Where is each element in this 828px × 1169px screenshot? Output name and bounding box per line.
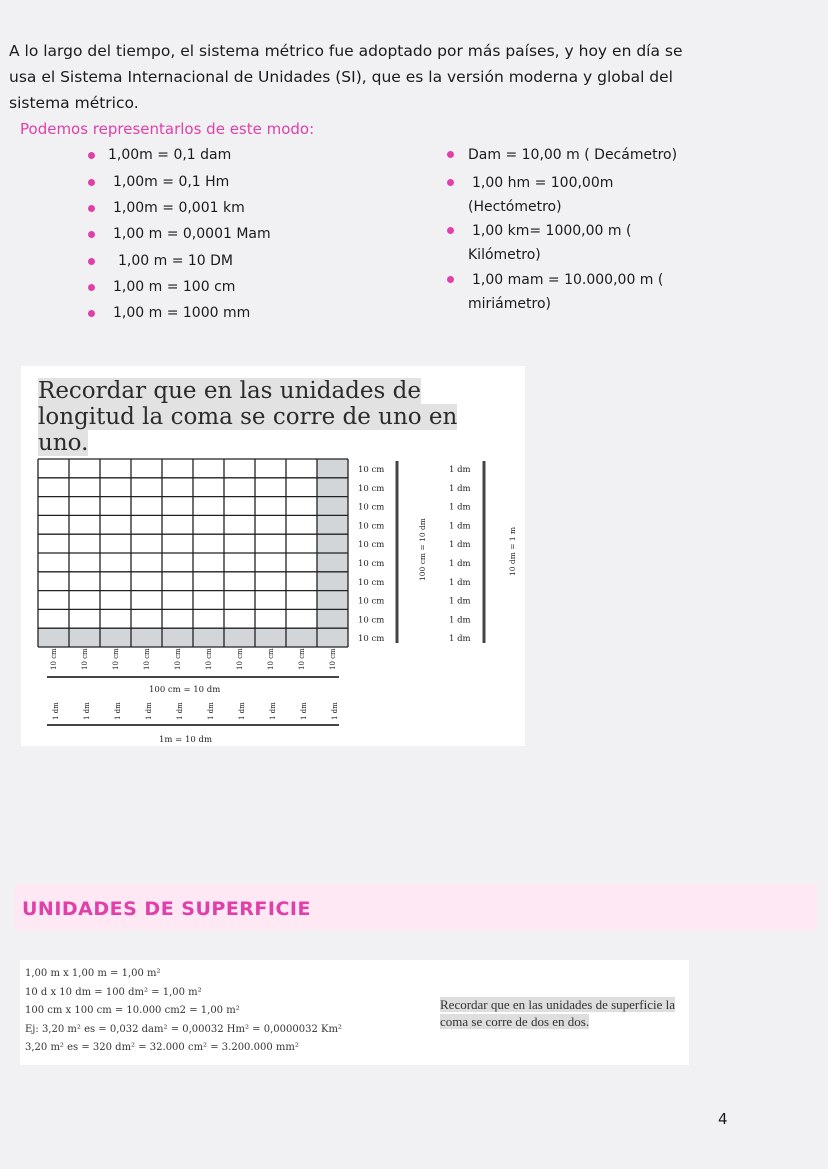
intro-paragraph — [9, 38, 809, 116]
column-dm-label: 1 dm — [331, 702, 339, 720]
right-list-item-line1: 1,00 km= 1000,00 m ( — [472, 223, 632, 239]
row-cm-label: 10 cm — [358, 634, 385, 645]
row-dm-label: 1 dm — [449, 615, 471, 626]
bullet-dot-icon — [88, 284, 95, 291]
column-dm-label: 1 dm — [145, 702, 153, 720]
superficie-banner — [14, 884, 817, 930]
bullet-dot-icon — [447, 151, 454, 158]
right-list-item — [468, 219, 632, 267]
column-dm-label: 1 dm — [52, 702, 60, 720]
bullet-dot-icon — [88, 179, 95, 186]
column-cm-label: 10 cm — [298, 648, 306, 670]
left-list-item-text: 1,00m = 0,1 dam — [108, 147, 232, 163]
superficie-equations — [25, 965, 342, 1058]
row-dm-label: 1 dm — [449, 596, 471, 607]
superficie-equation-line: 1,00 m x 1,00 m = 1,00 m² — [25, 968, 161, 979]
left-list-item-text: 1,00m = 0,001 km — [113, 200, 245, 216]
row-cm-label: 10 cm — [358, 577, 385, 588]
intro-line-1: A lo largo del tiempo, el sistema métrico fue adoptado por más países, y hoy en día se — [9, 42, 683, 60]
longitud-grid-diagram — [21, 366, 525, 746]
row-cm-label: 10 cm — [358, 502, 385, 513]
column-cm-label: 10 cm — [81, 648, 89, 670]
row-cm-label: 10 cm — [358, 465, 385, 475]
vertical-cm-total: 100 cm = 10 dm — [418, 518, 427, 581]
row-dm-label: 1 dm — [449, 483, 471, 494]
bottom-cm-total: 100 cm = 10 dm — [149, 685, 221, 695]
row-cm-label: 10 cm — [358, 540, 385, 551]
column-cm-label: 10 cm — [112, 648, 120, 670]
row-cm-label: 10 cm — [358, 521, 385, 532]
row-cm-label: 10 cm — [358, 596, 385, 607]
row-cm-label: 10 cm — [358, 615, 385, 626]
column-cm-label: 10 cm — [267, 648, 275, 670]
left-list-item — [113, 305, 250, 321]
column-dm-label: 1 dm — [300, 702, 308, 720]
right-list-item — [468, 171, 614, 219]
vertical-dm-total: 10 dm = 1 m — [508, 526, 517, 576]
longitud-title-line-3: uno. — [38, 430, 89, 456]
left-list-item — [108, 147, 231, 163]
left-list-item — [113, 279, 235, 295]
right-list-item-line1: 1,00 mam = 10.000,00 m ( — [472, 272, 664, 288]
intro-line-3: sistema métrico. — [9, 94, 139, 112]
bullet-dot-icon — [88, 152, 95, 159]
right-list-item-line2: (Hectómetro) — [468, 199, 562, 215]
column-cm-label: 10 cm — [50, 648, 58, 670]
page-number: 4 — [718, 1110, 728, 1128]
longitud-title-line-1: Recordar que en las unidades de — [38, 378, 421, 404]
superficie-equation-line: 10 d x 10 dm = 100 dm² = 1,00 m² — [25, 986, 202, 998]
left-list-item — [113, 226, 271, 242]
superficie-equation-line: 100 cm x 100 cm = 10.000 cm2 = 1,00 m² — [25, 1005, 240, 1016]
longitud-card — [21, 366, 525, 746]
column-dm-label: 1 dm — [269, 702, 277, 720]
right-list-item — [468, 143, 677, 167]
row-dm-label: 1 dm — [449, 577, 471, 588]
column-dm-label: 1 dm — [176, 702, 184, 720]
row-dm-label: 1 dm — [449, 559, 471, 569]
row-cm-label: 10 cm — [358, 559, 385, 569]
row-dm-label: 1 dm — [449, 521, 471, 532]
left-list-item-text: 1,00 m = 1000 mm — [113, 305, 251, 321]
left-list-item — [113, 200, 245, 216]
column-cm-label: 10 cm — [174, 648, 182, 670]
superficie-heading: UNIDADES DE SUPERFICIE — [22, 898, 311, 920]
bullet-dot-icon — [447, 179, 454, 186]
bullet-dot-icon — [447, 227, 454, 234]
left-list-item-text: 1,00 m = 100 cm — [113, 279, 236, 295]
row-dm-label: 1 dm — [449, 502, 471, 513]
bottom-dm-total: 1m = 10 dm — [159, 735, 213, 745]
superficie-note — [440, 996, 675, 1030]
right-list-item-line1: Dam = 10,00 m ( Decámetro) — [468, 147, 678, 163]
superficie-equation-line: Ej: 3,20 m² es = 0,032 dam² = 0,00032 Hm² = 0,0000032 Km² — [25, 1023, 342, 1035]
column-cm-label: 10 cm — [236, 648, 244, 670]
column-cm-label: 10 cm — [205, 648, 213, 670]
row-dm-label: 1 dm — [449, 634, 471, 645]
column-dm-label: 1 dm — [114, 702, 122, 720]
bullet-dot-icon — [88, 310, 95, 317]
left-list-item-text: 1,00 m = 0,0001 Mam — [113, 226, 271, 242]
right-list-item-line2: miriámetro) — [468, 296, 551, 312]
column-cm-label: 10 cm — [329, 648, 337, 670]
right-list-item-line1: 1,00 hm = 100,00m — [472, 175, 614, 191]
column-dm-label: 1 dm — [238, 702, 246, 720]
bullet-dot-icon — [447, 276, 454, 283]
row-cm-label: 10 cm — [358, 483, 385, 494]
column-dm-label: 1 dm — [83, 702, 91, 720]
bullet-dot-icon — [88, 231, 95, 238]
intro-line-2: usa el Sistema Internacional de Unidades (SI), que es la versión moderna y global del — [9, 68, 673, 86]
bullet-dot-icon — [88, 205, 95, 212]
right-list-item-line2: Kilómetro) — [468, 247, 541, 263]
left-list-item-text: 1,00 m = 10 DM — [118, 253, 234, 269]
right-list-item — [468, 268, 664, 316]
superficie-card — [20, 960, 689, 1065]
longitud-title-line-2: longitud la coma se corre de uno en — [38, 404, 458, 430]
row-dm-label: 1 dm — [449, 465, 471, 475]
left-list-item — [113, 174, 229, 190]
left-list-item — [118, 253, 233, 269]
superficie-equation-line: 3,20 m² es = 320 dm² = 32.000 cm² = 3.200.000 mm² — [25, 1042, 299, 1053]
superficie-note-text: Recordar que en las unidades de superficie la coma se corre de dos en dos. — [440, 997, 675, 1029]
row-dm-label: 1 dm — [449, 540, 471, 551]
represent-heading: Podemos representarlos de este modo: — [20, 120, 315, 138]
left-list-item-text: 1,00m = 0,1 Hm — [113, 174, 230, 190]
bullet-dot-icon — [88, 258, 95, 265]
column-dm-label: 1 dm — [207, 702, 215, 720]
column-cm-label: 10 cm — [143, 648, 151, 670]
